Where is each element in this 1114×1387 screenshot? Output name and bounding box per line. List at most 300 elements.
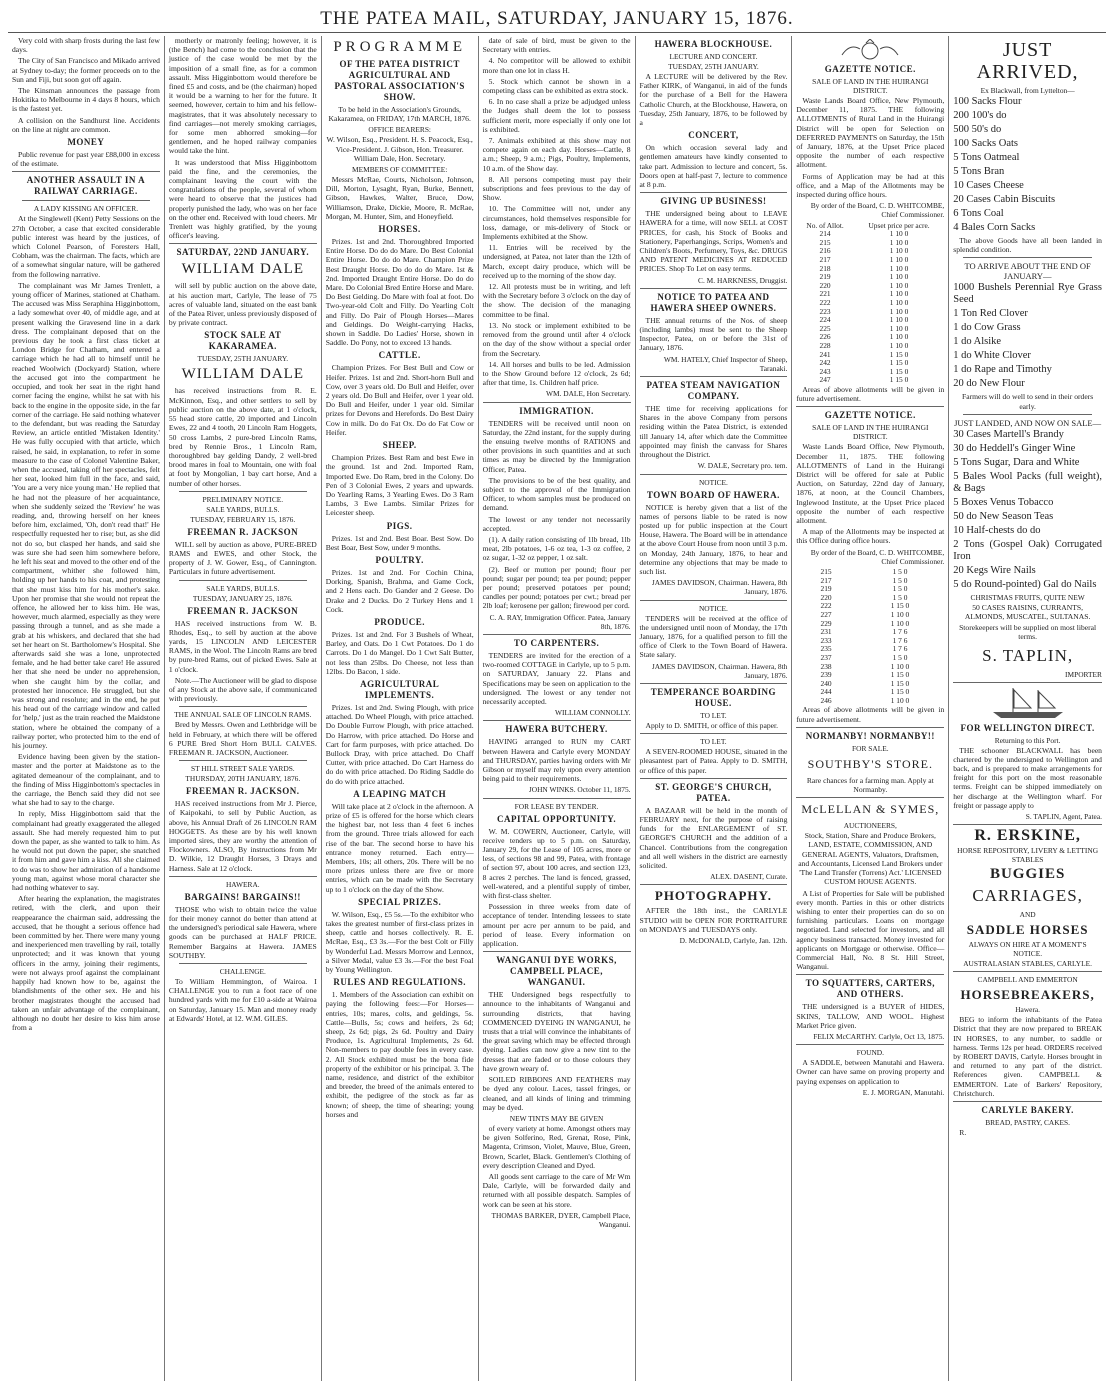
divider xyxy=(640,683,788,684)
news-item: The Kinsman announces the passage from Hokitika to Melbourne in 4 days 8 hours, which is the fastest yet. xyxy=(12,86,160,114)
ad-heading: TO LET. xyxy=(700,737,727,747)
list-item: 5 Tons Sugar, Dara and White xyxy=(953,456,1080,468)
ad-text: The above Goods have all been landed in splendid condition. xyxy=(953,236,1102,255)
table-row xyxy=(796,376,944,385)
list-item: 10 Cases Cheese xyxy=(953,180,1024,191)
divider xyxy=(640,733,788,734)
column-7 xyxy=(949,36,1106,1381)
ad-heading: CONCERT, xyxy=(688,130,739,141)
rules-text: 10. The Committee will not, under any circumstances, hold themselves responsible for loss, damage, or mis-delivery of Stock or Implements exhibited at the Show. xyxy=(482,204,631,242)
ad-text: 50 CASES RAISINS, CURRANTS, ALMONDS, MUSCATEL, SULTANAS. xyxy=(964,602,1091,622)
table-cell: 215 xyxy=(820,566,832,576)
signature: C. M. HARKNESS, Druggist. xyxy=(698,275,788,285)
divider xyxy=(963,414,1092,415)
table-cell: 216 xyxy=(819,246,831,256)
section-heading: MONEY xyxy=(67,137,105,148)
list-item: 20 Cases Cabin Biscuits xyxy=(953,194,1056,205)
divider xyxy=(953,1101,1102,1102)
programme-heading: PIGS. xyxy=(386,520,413,531)
ad-text: (1). A daily ration consisting of 1lb bread, 1lb meat, 2lb potatoes, 1-6 oz tea, 1-3 oz coffee, 2 oz sugar, 1-32 oz pepper, 1 oz salt. xyxy=(482,534,631,563)
divider xyxy=(483,634,631,635)
list-item: 4 Bales Corn Sacks xyxy=(953,222,1036,233)
ad-text: Note.—The Auctioneer will be glad to dispose of any Stock at the above sale, if communicated with previously. xyxy=(168,675,317,704)
ad-auctioneer: FREEMAN R. JACKSON xyxy=(187,526,299,537)
divider xyxy=(796,406,944,407)
divider xyxy=(169,243,317,244)
programme-text: Messrs McRae, Courts, Nicholson, Johnson, Dill, Morton, Lysaght, Ryan, Burke, Bennett, Gibson, Hawkes, Walter, Bruce, Dow, Williamson, Drake, Dickie, Moore, R. McRae, Morgan, M. Hunter, Sim, and Honeyfield. xyxy=(325,175,474,221)
table-cell: 238 xyxy=(820,661,832,671)
ad-text: A SEVEN-ROOMED HOUSE, situated in the pleasantest part of Patea. Apply to D. SMITH, or office of this paper. xyxy=(639,747,788,775)
rules-text: 5. Stock which cannot be shown in a competing class can be exhibited as extra stock. xyxy=(482,76,631,96)
signature: JAMES DAVIDSON, Chairman. Hawera, 8th January, 1876. xyxy=(651,578,788,597)
table-cell: 1 15 0 xyxy=(890,601,910,611)
ad-heading: GAZETTE NOTICE. xyxy=(824,64,916,74)
table-cell: 233 xyxy=(820,635,832,645)
ad-text: Areas of above allotments will be given in future advertisement. xyxy=(796,384,945,404)
ad-subheading: TO LET. xyxy=(700,710,727,720)
ad-subheading: Hawera. xyxy=(1015,1005,1041,1015)
divider xyxy=(953,824,1102,825)
table-cell: 1 10 0 xyxy=(889,255,909,265)
list-item: 100 Sacks Oats xyxy=(953,138,1018,149)
ad-text: TENDERS will be received until noon on Saturday, the 22nd instant, for the supply during the ensuing twelve months of RATIONS and other provisions in such quantities and at such times as may be directed by the Immigration Officer, Patea. xyxy=(482,418,631,474)
article-paragraph: motherly or matronly feeling; however, it is (the Bench) had come to the conclusion that the justice of the case would be met by the imposition of a small fine, as for a common assault. Miss Higginbottom would therefore be fined £5 and costs, and be (the chairman) hoped it would be a warning to her for the future. It seemed, however, certain to him and his fellow-magistrates, that it was absolutely necessary to find carriages—not merely smoking carriages, for some men abhorred smoking—for gentlemen, and he hoped railway companies would take the hint. xyxy=(168,36,317,156)
programme-heading: CATTLE. xyxy=(378,350,421,361)
signature: By order of the Board, C. D. WHITCOMBE, Chief Commissioner. xyxy=(810,547,945,566)
programme-text: Prizes. 1st and 2nd. Swing Plough, with price attached. Do Wheel Plough, with price attached. Do Double Furrow Plough, with price attached. Do Harrow, with price attached. Do Horse and Cart for farm purposes, with price attached. Do Bullock Dray, with price attached. Do Chaff Cutter, with price attached. Do Cart Harness do do do with price attached. Do Riding Saddle do do do with price attached. xyxy=(325,702,474,786)
table-cell: 242 xyxy=(819,358,831,368)
list-item: 6 Tons Coal xyxy=(953,208,1004,219)
ad-text: A map of the Allotments may be inspected at this Office during office hours. xyxy=(796,527,945,546)
ad-heading: FOUND. xyxy=(856,1048,884,1058)
divider xyxy=(22,200,150,201)
ad-heading: CHALLENGE. xyxy=(219,967,266,977)
list-item: 1 do Alsike xyxy=(953,336,1002,348)
table-cell: 237 xyxy=(820,652,832,662)
divider xyxy=(179,963,307,964)
ad-text: THE schooner BLACKWALL has been chartered by the undersigned to Wellington and back, and is prepared to make arrangements for freight for this port on the most reasonable terms. Freight can be shipped immediately on her discharge at the Wellington wharf. For freight or passage apply to xyxy=(953,745,1102,810)
ad-text: (2). Beef or mutton per pound; flour per pound; sugar per pound; tea per pound; pepper per pound; preserved potatoes per pound; candles per pound; potatoes per cwt.; bread per 2lb loaf; kerosene per gallon; firewood per cord. xyxy=(482,564,631,611)
ad-text: BEG to inform the inhabitants of the Patea District that they are now prepared to BREAK IN HORSES, to any number, to saddle or harness. Terms 12s per head. ORDERS received by ROBERT DAVIS, Carlyle. Horses brought in and returned to any part of the district. References given. CAMPBELL & EMMERTON. Late of Barkers' Repository, Christchurch. xyxy=(953,1015,1102,1098)
divider xyxy=(796,974,944,975)
column-1 xyxy=(8,36,165,1381)
ad-heading: WANGANUI DYE WORKS, CAMPBELL PLACE, WANGANUI. xyxy=(496,955,617,988)
goods-list xyxy=(953,429,1102,591)
table-cell: 1 7 6 xyxy=(892,644,908,654)
ad-text: THE Undersigned begs respectfully to announce to the inhabitants of Wanganui and surrounding districts, that having COMMENCED DYEING IN WANGANUI, he trusts that a trial will convince the inhabitants of the great saving which may be effected through dyeing. Ladies can now give a new tint to the dresses that are faded or to those colours they have grown weary of. xyxy=(482,990,631,1073)
programme-text: Champion Prizes. Best Ram and best Ewe in the ground. 1st and 2nd. Imported Ram, Imported Ewe. Do Ram, bred in the Colony. Do Pen of 3 Colonial Ewes, 2 years and upwards. Do Yearling Rams, 3 Yearling Ewes. Do 3 Ram Lambs, 3 Ewe Lambs. Similar Prizes for Leicester sheep. xyxy=(325,453,474,518)
ad-text: TENDERS will be received at the office of the undersigned until noon of Monday, the 17th January, 1876, for a qualified person to fill the office of Clerk to the Town Board of Hawera. State salary. xyxy=(639,613,788,660)
ad-subheading: AUSTRALASIAN STABLES, CARLYLE. xyxy=(963,959,1093,969)
table-row xyxy=(796,671,944,680)
table-row xyxy=(796,333,944,342)
list-item: 2 Tons (Gospel Oak) Corrugated Iron xyxy=(953,538,1102,562)
signature: JOHN WINKS. October 11, 1875. xyxy=(528,785,631,795)
divider xyxy=(796,727,944,728)
programme-heading: RULES AND REGULATIONS. xyxy=(333,977,466,988)
divider xyxy=(640,192,788,193)
ad-headline: JUST ARRIVED, xyxy=(976,39,1079,83)
rules-text: 12. All protests must be in writing, and left with the Secretary before 3 o'clock on the day of the show. The decision of the managing committee to be final. xyxy=(482,282,631,319)
ad-text: Apply to D. SMITH, or office of this paper. xyxy=(645,720,779,730)
ad-text: Areas of above allotments will be given in future advertisement. xyxy=(796,705,945,724)
ad-heading: FOR LEASE BY TENDER. xyxy=(514,801,599,811)
table-row xyxy=(796,351,944,360)
article-paragraph: Evidence having been given by the station-master and the porter at Maidstone as to the agitated demeanour of the complainant, and to the finding of Miss Higginbottom's spectacles in the carriage, the Bench said they did not see what she had to say to the charge. xyxy=(12,752,160,808)
ad-heading: NOTICE. xyxy=(698,477,728,487)
ad-heading: R. ERSKINE, xyxy=(974,827,1081,845)
table-row xyxy=(796,611,944,620)
programme-text: Prizes. 1st and 2nd. Best Boar. Best Sow. Do Best Boar, Best Sow, under 9 months. xyxy=(325,533,474,552)
list-item: 10 Half-chests do do xyxy=(953,524,1041,536)
ad-heading: ST HILL STREET SALE YARDS. xyxy=(190,764,295,774)
table-cell: 218 xyxy=(819,263,831,273)
ad-heading: FOR WELLINGTON DIRECT. xyxy=(960,722,1095,733)
ad-heading: NOTICE. xyxy=(698,603,728,613)
column-3 xyxy=(322,36,479,1381)
ad-subheading: SALE OF LAND IN THE HUIRANGI DISTRICT. xyxy=(812,77,929,95)
article-paragraph: It was understood that Miss Higginbottom paid the fine, and the ceremonies, the complainant leaving the court with the congratulations of the people, several of whom were heard to observe that the justices had properly punished the lady, who was on her face on the other end. Received with loud cheers. Mr Trenlett was highly gratified, by the young officer's leaving. xyxy=(168,157,317,241)
table-cell: 1 7 6 xyxy=(892,627,908,637)
ad-heading: McLELLAN & SYMES, xyxy=(801,802,940,817)
column-6 xyxy=(792,36,949,1381)
table-cell: 1 15 0 xyxy=(889,366,909,376)
table-cell: 1 15 0 xyxy=(890,678,910,688)
table-cell: 1 15 0 xyxy=(889,375,909,385)
goods-list xyxy=(953,96,1102,234)
table-cell: 1 10 0 xyxy=(889,280,909,290)
signature: WILLIAM CONNOLLY. xyxy=(555,708,631,718)
ad-date: TUESDAY, FEBRUARY 15, 1876. xyxy=(190,514,296,524)
column-4 xyxy=(479,36,636,1381)
programme-text: Will take place at 2 o'clock in the afternoon. A prize of £5 is offered for the horse which clears the highest bar, not less than 4 feet 6 inches from the ground. Three trials allowed for each rise of the bar. The second horse to have his entrance money returned. Each entry—Members, 10s; all others, 20s. There will be no more prizes unless there are five or more entries, which can be made with the Secretary up to 1 o'clock on the day of the Show. xyxy=(325,801,474,894)
divider xyxy=(12,171,160,172)
table-cell: 228 xyxy=(819,340,831,350)
merchant-name: S. TAPLIN, xyxy=(982,645,1074,665)
ad-subheading: LECTURE AND CONCERT. xyxy=(669,52,758,61)
ad-text: Waste Lands Board Office, New Plymouth, December 11, 1875. THE following ALLOTMENTS of Rural Land in the Huirangi District will be open for Selection on DEFERRED PAYMENTS on Saturday, the 15th of January, 1876, at the Upset Price placed opposite the number of each respective allotment. xyxy=(796,96,945,170)
ad-heading: SALE YARDS, BULLS. xyxy=(206,504,280,514)
list-item: 100 Sacks Flour xyxy=(953,96,1022,107)
table-cell: 1 15 0 xyxy=(889,349,909,359)
ad-text: Waste Lands Board Office, New Plymouth, December 11, 1875. THE following ALLOTMENTS of Land in the Huirangi District will be offered for sale at Public Auction, on Saturday, 22nd day of January, 1876, at noon, at the Council Chambers, Inglewood Institute, at the Upset Price placed opposite the number of each respective allotment. xyxy=(796,442,945,525)
table-cell: 1 5 0 xyxy=(892,652,908,662)
table-cell: 240 xyxy=(820,678,832,688)
table-row xyxy=(796,585,944,594)
signature: D. McDONALD, Carlyle, Jan. 12th. xyxy=(679,936,788,945)
list-item: 1 do Cow Grass xyxy=(953,322,1021,334)
ad-text: has received instructions from R. E. McKinnon, Esq., and other settlers to sell by public auction on the above date, at 1 o'clock, 55 head store cattle, 20 imported and Lincoln Ewes, 22 and 4 tooth, 20 Lincoln Ram Hoggets, 50 cross Lambs, 2 pure-bred Lincoln Rams, bred by Rennie Bros., 1 Lincoln Ram, thoroughbred bay gelding Dandy, 2 well-bred brood mares in foal to Mountain, one with foal at foot by Mongolian, 1 bay cart horse, And a number of other horses. xyxy=(168,386,317,488)
list-item: 20 Kegs Wire Nails xyxy=(953,564,1036,576)
table-cell: 1 10 0 xyxy=(889,229,909,239)
goods-list xyxy=(953,282,1102,390)
ad-heading: TO CARPENTERS. xyxy=(513,637,600,648)
table-row xyxy=(796,342,944,351)
ad-subheading: CHRISTMAS FRUITS, QUITE NEW xyxy=(970,592,1085,602)
allotment-table xyxy=(796,222,944,385)
table-cell: 229 xyxy=(820,618,832,628)
ad-auctioneer: WILLIAM DALE xyxy=(181,366,304,383)
ad-heading: TEMPERANCE BOARDING HOUSE. xyxy=(650,686,777,708)
news-item: Very cold with sharp frosts during the last few days. xyxy=(12,36,160,55)
table-row xyxy=(796,299,944,308)
divider xyxy=(483,951,631,952)
ad-heading: IMMIGRATION. xyxy=(519,405,594,416)
ad-heading: SOUTHBY'S STORE. xyxy=(807,756,933,771)
table-cell: 1 10 0 xyxy=(889,272,909,282)
article-subhead: A LADY KISSING AN OFFICER. xyxy=(33,204,139,214)
table-cell: 1 10 0 xyxy=(890,695,910,705)
rules-text: date of sale of bird, must be given to the Secretary with entries. xyxy=(482,36,631,55)
ad-text: The lowest or any tender not necessarily accepted. xyxy=(482,514,631,533)
programme-heading: OFFICE BEARERS: xyxy=(368,125,431,135)
table-cell: 1 10 0 xyxy=(889,340,909,350)
ad-heading: BARGAINS! BARGAINS!! xyxy=(184,891,301,902)
programme-text: Champion Prizes. For Best Bull and Cow or Heifer. Prizes. 1st and 2nd. Short-horn Bull and Cow, over 3 years old. Do Bull and Heifer, over 2 years old. Do Bull and Heifer, over 1 year old. Do Bull and Heifer, under 1 year old. Similar prizes for Devons and Herefords. Do Best Dairy Cow in milk. Do do Fat Ox. Do do Fat Cow or Heifer. xyxy=(325,363,474,437)
ad-text: SOILED RIBBONS AND FEATHERS may be dyed any colour. Laces, tassel fringes, or cleaned, and all kinds of lining and trimming may be dyed. xyxy=(482,1075,631,1112)
divider xyxy=(179,760,307,761)
merchant-title: IMPORTER xyxy=(1065,669,1102,679)
ad-text: AFTER the 18th inst., the CARLYLE STUDIO will be OPEN FOR PORTRAITURE on MONDAYS and TUESDAYS only. xyxy=(639,906,788,934)
ad-heading: HORSEBREAKERS, xyxy=(960,987,1095,1003)
ad-subheading: Ex Blackwall, from Lyttelton— xyxy=(980,86,1075,95)
column-5 xyxy=(636,36,793,1381)
ad-auctioneer: WILLIAM DALE xyxy=(181,261,304,278)
table-cell: 1 5 0 xyxy=(892,566,908,576)
table-row xyxy=(796,256,944,265)
ad-subheading: HORSE REPOSITORY, LIVERY & LETTING STABLES xyxy=(957,846,1099,865)
article-paragraph: The complainant was Mr James Trenlett, a young officer of Marines, stationed at Chatham. The accused was Miss Seraphina Higginbottom, a lady somewhat over 40, of middle age, and at present walking the Gravesend line in a dark dress. The complainant deposed that on the previous day he took a first class ticket at London Bridge for Chatham, and entered a carriage which he had all to himself until he reached Woolwich (Dockyard) Station, where the accused got into the compartment he occupied, and took her seat in the right hand corner facing the engine, whilst he sat with his back to the engine in the opposite side, in the far corner of the carriage. He said nothing whatever to the defendant, but was reading the Saturday Review, an article entitled 'Mistaken Identity.' He was fully occupied with that article, which raised, he said, in explanation, to refer in some measure to the case of Colonel Valentine Baker, when the accused, taking off her spectacles, felt her seat, looked him full in the face, and said, 'You are a very nice young man.' He replied that he had not the pleasure of her acquaintance, when she suddenly seized the 'Review' he was reading, and, throwing herself on her knees before him, exclaimed, 'Oh, don't read that!' He respectfully requested her to rise; but, as she did not do so, but clasped her hands, and said she was sure she had seen him somewhere before, he left his seat and moved to the other end of the compartment, whither she followed him, holding up her hands to his coat, and protesting that she must kiss him for his mother's sake. Upon her promise that she would not repeat the offence, he allowed her to kiss him. He was, however, much alarmed, especially as they were passing through a tunnel, and as she made a grab at his whiskers, and declared that she had set her heart on St. Bartholomew's Hospital. She afterwards said she was a lone, unprotected female, and he had better take care! He assured her that she need be under no apprehension, when she caught him by the collar, and protested her innocence. He struggled, but she was strong and resolute; and in the end, he put his head out of the carriage window and called for 'help,' just as the train reached the Maidstone station, where he obtained the company of a railway porter, who protected him to the end of his journey. xyxy=(12,280,160,751)
divider xyxy=(483,402,631,403)
ad-subheading: JUST LANDED, AND NOW ON SALE— xyxy=(954,417,1102,428)
ad-heading: TOWN BOARD OF HAWERA. xyxy=(646,489,780,500)
ad-heading: PRELIMINARY NOTICE. xyxy=(202,494,284,504)
ad-subheading: AND xyxy=(1019,910,1036,920)
divider xyxy=(179,706,307,707)
table-cell: 1 5 0 xyxy=(892,584,908,594)
article-paragraph: After hearing the explanation, the magistrates retired, with the clerk, and upon their reappearance the chairman said, addressing the accused, that he thought a serious offence had been committed by her. There were many young and inexperienced men travelling by rail, totally unprotected; and it was known that young officers in the army, joining their regiments, were not always proof against the complainant happily had known how to be, against the blandishments of the other sex. He and his brother magistrates thought the accused had taken an unfair advantage of the complainant, although no doubt her desire to kiss him arose from a xyxy=(12,894,160,1033)
signature: ALEX. DASENT, Curate. xyxy=(710,872,788,882)
ad-text: HAS received instructions from Mr J. Pierce, of Kaipokahi, to sell by Public Auction, as above, his Annual Draft of 26 LINCOLN RAM HOGGETS. As these are by his well known imported sires, they are worthy the attention of Flockowners. ALSO, By instructions from Mr D. Wilkie, 12 Draught Horses, 3 Drays and Harness. Sale at 12 o'clock. xyxy=(168,799,317,873)
programme-text: 1. Members of the Association can exhibit on paying the following fees:—For Horses—entries, 10s; mares, colts, and geldings, 5s. Cattle—Bulls, 5s; cows and heifers, 2s 6d; sheep, 2s 6d; pigs, 2s 6d. Poultry and Dairy Produce, 1s. Agricultural Implements, 2s 6d. Non-members to pay double fees in every case. 2. All Stock exhibited must be the bona fide property of the exhibitor or his principal. 3. The name, residence, and district of the exhibitor and breeder, the breed of the animals entered to exhibit, the pedigree of the stock as far as known; of sheep, the time of shearing; young horses and xyxy=(325,990,474,1119)
table-row xyxy=(796,247,944,256)
ad-heading: CARRIAGES, xyxy=(972,886,1083,906)
ad-subheading: NEW TINTS MAY BE GIVEN xyxy=(509,1113,604,1123)
table-cell: 239 xyxy=(820,670,832,680)
ad-heading: CAPITAL OPPORTUNITY. xyxy=(496,813,617,824)
signature: By order of the Board, C. D. WHITCOMBE, Chief Commissioner. xyxy=(810,201,945,220)
ad-heading: HAWERA BUTCHERY. xyxy=(505,724,608,735)
table-cell: 1 10 0 xyxy=(890,609,910,619)
table-cell: 1 10 0 xyxy=(889,297,909,307)
rules-text: 6. In no case shall a prize be adjudged unless the Judges shall deem the lot to possess sufficient merit, more especially if only one lot is exhibited. xyxy=(482,97,631,134)
divider xyxy=(179,580,307,581)
ad-text: A BAZAAR will be held in the month of FEBRUARY next, for the purpose of raising funds for the ENLARGEMENT of ST. GEORGE'S CHURCH and the addition of a Chancel. Contributions from the congregation and all well wishers in the district are earnestly solicited. xyxy=(639,805,788,870)
ad-heading: CARLYLE BAKERY. xyxy=(981,1105,1074,1116)
ship-icon xyxy=(983,686,1073,720)
ad-subheading: CAMPBELL AND EMMERTON xyxy=(977,975,1078,985)
ad-auctioneer: FREEMAN R. JACKSON. xyxy=(186,786,300,797)
rules-text: 14. All horses and bulls to be led. Admission to the Show Ground before 12 o'clock, 2s 6d; after that time, 1s. Children half price. xyxy=(482,359,631,388)
table-row xyxy=(796,628,944,637)
ad-subheading: FOR SALE. xyxy=(852,743,889,753)
programme-heading: HORSES. xyxy=(378,224,421,235)
signature: E. J. MORGAN, Manutahi. xyxy=(862,1087,945,1097)
programme-heading: SHEEP. xyxy=(382,440,417,451)
signature: WM. DALE, Hon Secretary. xyxy=(546,389,631,399)
divider xyxy=(179,491,307,492)
signature: WM. HATELY, Chief Inspector of Sheep, Taranaki. xyxy=(663,354,788,373)
programme-heading: POULTRY. xyxy=(375,554,424,565)
list-item: 5 Tons Oatmeal xyxy=(953,152,1020,163)
table-cell: 1 10 0 xyxy=(890,661,910,671)
table-cell: 1 10 0 xyxy=(890,618,910,628)
list-item: 20 do New Flour xyxy=(953,378,1025,390)
table-row xyxy=(796,645,944,654)
ad-heading: NORMANBY! NORMANBY!! xyxy=(805,730,935,741)
table-cell: 1 7 6 xyxy=(892,635,908,645)
table-row xyxy=(796,308,944,317)
ad-text: HAVING arranged to RUN my CART between Hawera and Carlyle every MONDAY and THURSDAY, parties having orders with Mr Gibson or myself may rely upon every attention being paid to their requirements. xyxy=(482,737,631,784)
list-item: 5 do Round-pointed) Gal do Nails xyxy=(953,578,1097,590)
table-cell: 217 xyxy=(819,255,831,265)
ad-heading: SATURDAY, 22ND JANUARY. xyxy=(176,247,310,258)
rules-text: 8. All persons competing must pay their subscriptions and fees previous to the day of Show. xyxy=(482,174,631,203)
signature: JAMES DAVIDSON, Chairman. Hawera, 8th January, 1876. xyxy=(651,661,788,680)
allotment-table xyxy=(796,568,944,706)
ad-text: THOSE who wish to obtain twice the value for their money cannot do better than attend at the undersigned's periodical sale Hawera, where goods can be purchased at HALF PRICE. Remember Bargains at Hawera. JAMES SOUTHBY. xyxy=(168,904,317,960)
table-cell: 1 10 0 xyxy=(889,263,909,273)
ad-subheading: SALE OF LAND IN THE HUIRANGI DISTRICT. xyxy=(812,423,929,442)
rules-text: 4. No competitor will be allowed to exhibit more than one lot in class H. xyxy=(482,56,631,75)
ad-text: Possession in three weeks from date of acceptance of tender. Intending lessees to state amount per acre per annum to be paid, and period of lease. Every information on application. xyxy=(482,902,631,949)
ad-subheading: AUCTIONEERS, xyxy=(843,821,897,831)
ad-subheading: BREAD, PASTRY, CAKES. xyxy=(985,1118,1071,1128)
columns xyxy=(8,36,1106,1381)
ad-text: THE annual returns of the Nos. of sheep (including lambs) must be sent to the Sheep Inspector, Patea, on or before the 31st of January, 1876. xyxy=(639,315,788,353)
allotment-table-body xyxy=(796,230,944,385)
table-cell: 220 xyxy=(819,280,831,290)
table-cell: 220 xyxy=(820,592,832,602)
list-item: 1000 Bushels Perennial Rye Grass Seed xyxy=(953,282,1102,306)
ad-text: Bred by Messrs. Owen and Lethbridge will be held in February, at which there will be offered 6 PURE Bred Short Horn BULL CALVES. FREEMAN R. JACKSON, Auctioneer. xyxy=(168,720,317,757)
programme-heading: A LEAPING MATCH xyxy=(353,788,447,799)
signature: S. TAPLIN, Agent, Patea. xyxy=(1025,812,1102,822)
ad-heading: TO SQUATTERS, CARTERS, AND OTHERS. xyxy=(805,978,935,1000)
ad-text: Forms of Application may be had at this office, and a Map of the Allotments may be inspected during office hours. xyxy=(796,171,945,200)
article-paragraph: In reply, Miss Higginbottom said that the complainant had greatly exaggerated the alleged assault. She had merely requested him to put down the paper, as she wanted to talk to him. As he would not put down the paper, she snatched it from him and gave him a kiss. All she claimed to do was to show her admiration of a handsome young man, against whose moral character she had nothing whatever to say. xyxy=(12,809,160,893)
divider xyxy=(483,720,631,721)
table-row xyxy=(796,620,944,629)
table-cell: 1 10 0 xyxy=(889,237,909,247)
ad-heading: GIVING UP BUSINESS! xyxy=(660,196,767,207)
divider xyxy=(953,682,1102,683)
ad-text: Rare chances for a farming man. Apply at Normanby. xyxy=(806,775,934,795)
programme-heading: AGRICULTURAL IMPLEMENTS. xyxy=(360,678,440,700)
programme-title: PROGRAMME xyxy=(333,39,467,55)
ad-subheading: TO ARRIVE ABOUT THE END OF JANUARY— xyxy=(964,261,1091,282)
ad-text: A LECTURE will be delivered by the Rev. Father KIRK, of Wanganui, in aid of the funds for the purchase of a Bell for the Hawera Catholic Church, at the Blockhouse, Hawera, on Tuesday, 25th January, 1876, to be followed by a xyxy=(639,72,788,128)
table-row xyxy=(796,697,944,706)
programme-subtitle: OF THE PATEA DISTRICT AGRICULTURAL AND PASTORAL ASSOCIATION'S SHOW. xyxy=(334,59,465,102)
table-cell: 227 xyxy=(820,609,832,619)
table-row xyxy=(796,290,944,299)
ad-text: W. M. COWERN, Auctioneer, Carlyle, will receive tenders up to 5 p.m. on Saturday, January 29, for the Lease of 105 acres, more or less, of sections 98 and 99, Patea, with frontage of section 97, about 100 acres, and section 123, 8 acres 2 perches. The land is fenced, grassed, well-watered, and a plentiful supply of timber, with first-class shelter. xyxy=(482,826,631,901)
ad-subheading: ALWAYS ON HIRE AT A MOMENT'S NOTICE. xyxy=(968,940,1087,959)
royal-crest-icon xyxy=(840,39,900,61)
ad-text: THE undersigned is a BUYER of HIDES, SKINS, TALLOW, AND WOOL. Highest Market Price given. xyxy=(796,1002,945,1030)
table-cell: 1 15 0 xyxy=(889,358,909,368)
ad-heading: PHOTOGRAPHY. xyxy=(654,888,772,904)
news-item: Public revenue for past year £88,000 in excess of the estimate. xyxy=(12,150,160,169)
table-row xyxy=(796,282,944,291)
table-row xyxy=(796,230,944,239)
programme-heading: SPECIAL PRIZES. xyxy=(358,896,442,907)
ad-text: HAS received instructions from W. B. Rhodes, Esq., to sell by auction at the above yards, 15 LINCOLN AND LEICESTER RAMS, in the Wool. The Lincoln Rams are bred by pure-bred Rams, out of picked Ewes. Sale at 1 o'clock. xyxy=(168,618,317,674)
programme-text: Prizes. 1st and 2nd. For 3 Bushels of Wheat, Barley, and Oats. Do 1 Cwt Potatoes. Do 1 do Carrots. Do 1 do Mangel. Do 1 Cwt Salt Butter, not less than 25lbs. Do Cheese, not less than 12lbs. Do Bacon, 1 side. xyxy=(325,629,474,676)
table-cell: 231 xyxy=(820,627,832,637)
list-item: 50 do New Season Teas xyxy=(953,510,1054,522)
ad-heading: HAWERA. xyxy=(225,879,260,889)
table-cell: 222 xyxy=(819,297,831,307)
table-cell: 244 xyxy=(820,687,832,697)
table-row xyxy=(796,265,944,274)
programme-text: W. Wilson, Esq., President. H. S. Peacock, Esq., Vice-President. J. Gibson, Hon. Treasurer. William Dale, Hon. Secretary. xyxy=(326,135,473,163)
table-cell: 246 xyxy=(820,695,832,705)
ad-text: Stock, Station, Share and Produce Brokers, LAND, ESTATE, COMMISSION, AND GENERAL AGENTS, Valuators, Draftsmen, and Accountants, Licensed Land Brokers under 'The Land Transfer (Torrens) Act.' LICENSED CUSTOM HOUSE AGENTS. xyxy=(798,831,943,887)
ad-heading: ST. GEORGE'S CHURCH, PATEA. xyxy=(655,781,772,803)
table-row xyxy=(796,680,944,689)
ad-text: Farmers will do well to send in their orders early. xyxy=(962,392,1094,411)
article-headline: ANOTHER ASSAULT IN A RAILWAY CARRIAGE. xyxy=(26,175,146,197)
list-item: 200 100's do xyxy=(953,110,1007,121)
signature: FELIX McCARTHY. Carlyle, Oct 13, 1875. xyxy=(813,1031,945,1041)
ad-heading: SADDLE HORSES xyxy=(966,922,1089,938)
ad-heading: THE ANNUAL SALE OF LINCOLN RAMS. xyxy=(174,710,312,720)
ad-text: A List of Properties for Sale will be published every month. Parties in this or other districts wishing to enter their properties can do so on furnishing particulars. Loans on mortgage negotiated. Land selected for investors, and all agency business transacted. Money invested for applicants on Mortgage or otherwise. Office—Commercial Hall, No. 8 St. Hill Street, Wanganui. xyxy=(796,888,945,972)
list-item: 30 do Heddell's Ginger Wine xyxy=(953,442,1076,454)
table-row xyxy=(796,637,944,646)
ad-heading: PATEA STEAM NAVIGATION COMPANY. xyxy=(646,380,781,402)
list-item: 30 Cases Martell's Brandy xyxy=(953,428,1064,440)
ad-heading: HAWERA BLOCKHOUSE. xyxy=(654,39,773,49)
divider xyxy=(640,884,788,885)
ad-text: NOTICE is hereby given that a list of the names of persons liable to be rated is now posted up for public inspection at the Court House, Hawera. The Board will be in attendance at the above Court House from noon until 3 p.m. on Monday, 24th January, 1876, to hear and determine any objections that may be made to such list. xyxy=(639,502,788,576)
signature: C. A. RAY, Immigration Officer. Patea, January 8th, 1876. xyxy=(489,612,631,631)
table-row xyxy=(796,654,944,663)
rules-text: 11. Entries will be received by the undersigned, at Patea, not later than the 12th of March, except dairy produce, which will be received up to the morning of the show day. xyxy=(482,243,631,280)
ad-date: TUESDAY, JANUARY 25, 1876. xyxy=(192,593,293,603)
divider xyxy=(953,971,1102,972)
programme-text: Prizes. 1st and 2nd. For Cochin China, Dorking, Spanish, Brahma, and Game Cock, and 2 Hens each. Do Gander and 2 Geese. Do Drake and 2 Ducks. Do 2 Turkey Hens and 1 Cock. xyxy=(325,567,474,614)
ad-date: TUESDAY, 25TH JANUARY. xyxy=(197,354,289,364)
table-row xyxy=(796,568,944,577)
table-row xyxy=(796,577,944,586)
list-item: 500 50's do xyxy=(953,124,1002,135)
table-row xyxy=(796,368,944,377)
table-row xyxy=(796,273,944,282)
table-cell: 221 xyxy=(819,289,831,299)
divider xyxy=(483,798,631,799)
divider xyxy=(640,778,788,779)
divider xyxy=(640,600,788,601)
table-cell: 1 10 0 xyxy=(889,315,909,325)
table-cell: 1 10 0 xyxy=(889,306,909,316)
ad-date: THURSDAY, 20TH JANUARY, 1876. xyxy=(185,774,301,784)
divider xyxy=(640,288,788,289)
table-row xyxy=(796,325,944,334)
list-item: 5 Bales Wool Packs (full weight), & Bags xyxy=(953,470,1102,494)
